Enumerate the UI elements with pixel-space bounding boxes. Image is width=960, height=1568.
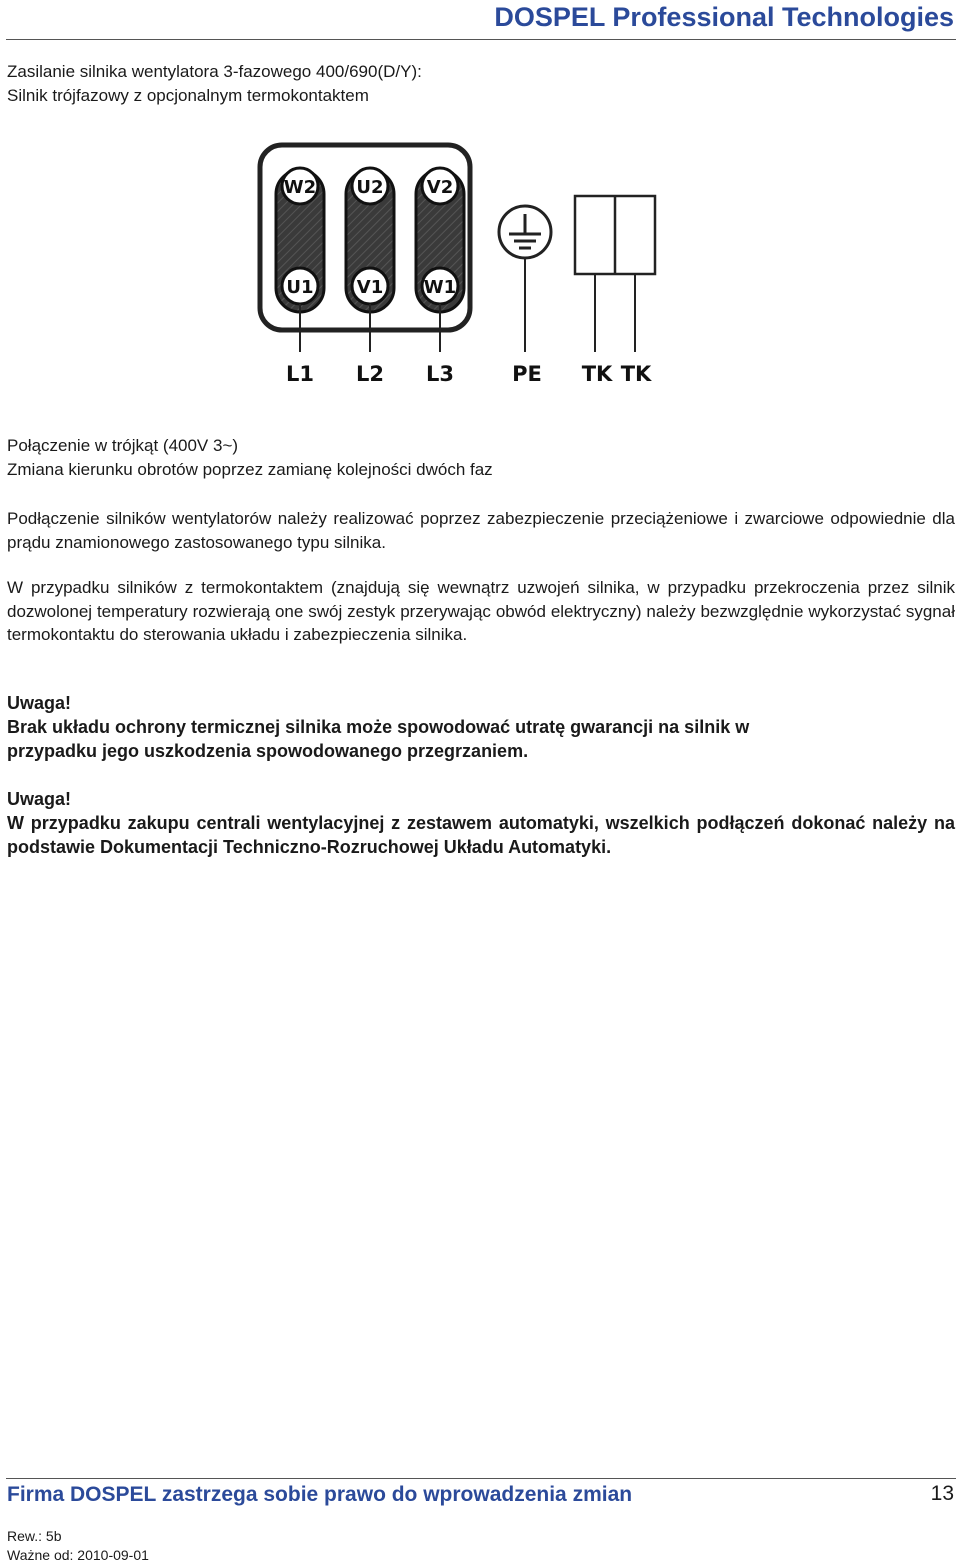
- footer-divider: [6, 1478, 956, 1479]
- label-u2: U2: [356, 177, 384, 198]
- connection-block: [7, 434, 955, 481]
- thermocontact-block: [575, 196, 655, 352]
- label-w2: W2: [283, 177, 317, 198]
- paragraph-thermocontact: W przypadku silników z termokontaktem (znajdują się wewnątrz uzwojeń silnika, w przypadku przekroczenia przez silnik dozwolonej temperatury rozwierają one swój zestyk przerywając obwód elektryczny) należy bezwzględnie wykorzystać sygnał termokontaktu do sterowania układu i zabezpieczenia silnika.: [7, 578, 955, 644]
- label-u1: U1: [286, 277, 314, 298]
- wiring-diagram: [255, 140, 675, 400]
- header-divider: [6, 39, 956, 40]
- warning-block-2: [7, 787, 955, 859]
- intro-line-1: Zasilanie silnika wentylatora 3-fazowego 400/690(D/Y):: [7, 62, 422, 81]
- terminal-l1: L1: [286, 362, 314, 386]
- warning-label-1: Uwaga!: [7, 693, 72, 713]
- label-w1: W1: [423, 277, 457, 298]
- terminal-tk-1: TK: [581, 362, 613, 386]
- intro-block: [7, 60, 422, 108]
- revision-label: Rew.: 5b: [7, 1528, 62, 1544]
- label-v1: V1: [356, 277, 384, 298]
- terminal-l3: L3: [426, 362, 454, 386]
- terminal-pe: PE: [512, 362, 542, 386]
- ground-icon: [499, 206, 551, 352]
- terminal-tk-2: TK: [620, 362, 652, 386]
- warning-text-1: Brak układu ochrony termicznej silnika może spowodować utratę gwarancji na silnik w przypadku jego uszkodzenia spowodowanego przegrzaniem.: [7, 717, 750, 761]
- winding-1: [276, 168, 324, 312]
- brand-title: DOSPEL Professional Technologies: [494, 2, 954, 32]
- valid-from-label: Ważne od: 2010-09-01: [7, 1547, 149, 1563]
- paragraph-protection: Podłączenie silników wentylatorów należy realizować poprzez zabezpieczenie przeciążeniowe i zwarciowe odpowiednie dla prądu znamionowego zastosowanego typu silnika.: [7, 509, 955, 552]
- warning-text-2: W przypadku zakupu centrali wentylacyjnej z zestawem automatyki, wszelkich podłączeń dokonać należy na podstawie Dokumentacji Techniczno-Rozruchowej Układu Automatyki.: [7, 813, 955, 857]
- page-number: 13: [930, 1482, 954, 1505]
- intro-line-2: Silnik trójfazowy z opcjonalnym termokontaktem: [7, 86, 369, 105]
- connection-line-2: Zmiana kierunku obrotów poprzez zamianę kolejności dwóch faz: [7, 459, 493, 479]
- revision-info: [7, 1527, 149, 1565]
- label-v2: V2: [426, 177, 454, 198]
- warning-label-2: Uwaga!: [7, 789, 72, 809]
- winding-3: [416, 168, 464, 312]
- connection-line-1: Połączenie w trójkąt (400V 3~): [7, 436, 239, 455]
- warning-block-1: [7, 691, 955, 763]
- terminal-l2: L2: [356, 362, 384, 386]
- winding-2: [346, 168, 394, 312]
- footer-notice: Firma DOSPEL zastrzega sobie prawo do wprowadzenia zmian: [7, 1483, 633, 1506]
